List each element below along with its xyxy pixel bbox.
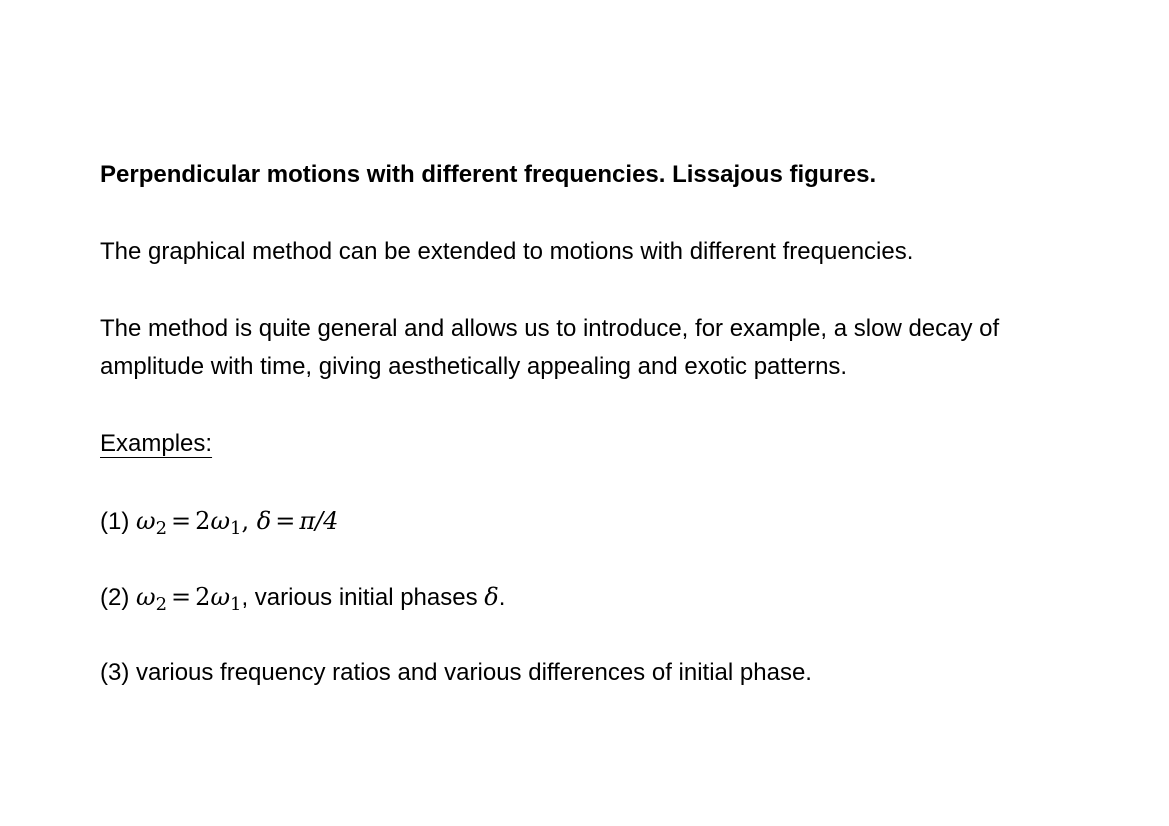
examples-heading: Examples: (100, 430, 213, 457)
subscript-2: 2 (155, 594, 168, 615)
example-3 (100, 654, 812, 692)
omega-symbol: ω (210, 583, 231, 611)
slide (100, 0, 1100, 826)
example-3-number: (3) (100, 659, 130, 686)
example-1 (100, 502, 338, 541)
example-3-text: various frequency ratios and various differences of initial phase. (136, 659, 812, 686)
subscript-1: 1 (230, 518, 242, 539)
subscript-1: 1 (230, 594, 242, 615)
example-1-number: (1) (100, 508, 130, 535)
example-2-formula (136, 583, 242, 615)
period: . (498, 584, 506, 611)
coefficient: 2 (195, 507, 211, 535)
page-title: Perpendicular motions with different frequencies. Lissajous figures. (100, 161, 877, 188)
equals-sign: = (171, 507, 192, 535)
delta-symbol: δ (256, 507, 272, 535)
coefficient: 2 (195, 583, 211, 611)
paragraph-graphical-method: The graphical method can be extended to motions with different frequencies. (100, 238, 914, 265)
omega-symbol: ω (136, 583, 156, 611)
subscript-2: 2 (155, 518, 168, 539)
example-2-text: , various initial phases (241, 584, 485, 611)
omega-symbol: ω (210, 507, 231, 535)
omega-symbol: ω (136, 507, 156, 535)
phase-value: π/4 (299, 507, 339, 535)
example-1-formula (136, 507, 339, 539)
paragraph-general-method-line2: amplitude with time, giving aesthetically appealing and exotic patterns. (100, 353, 848, 380)
equals-sign: = (171, 583, 192, 611)
paragraph-general-method-line1: The method is quite general and allows us to introduce, for example, a slow decay of (100, 315, 1000, 342)
delta-symbol: δ (484, 583, 499, 611)
equals-sign: = (275, 507, 296, 535)
example-2-number: (2) (100, 584, 130, 611)
example-2 (100, 578, 505, 617)
comma: , (241, 507, 250, 535)
